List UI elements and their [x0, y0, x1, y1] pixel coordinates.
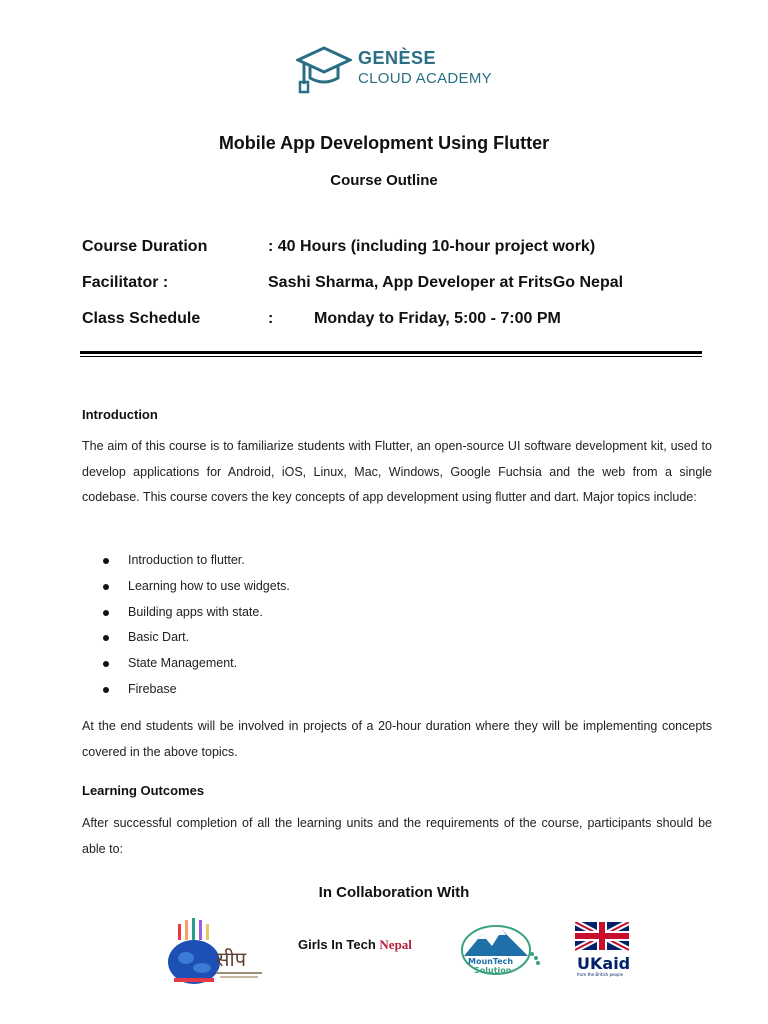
- bullet-icon: [103, 610, 109, 616]
- list-item: [82, 600, 290, 626]
- introduction-heading: Introduction: [82, 407, 158, 422]
- schedule-colon: :: [268, 310, 274, 327]
- list-item: [82, 677, 290, 703]
- solution-text: Solution: [474, 966, 512, 975]
- page-subtitle: Course Outline: [330, 172, 438, 189]
- nepal-text: Nepal: [379, 937, 412, 952]
- ukaid-logo: [575, 922, 629, 978]
- graduation-cap-icon: [296, 44, 352, 96]
- girls-in-tech-text: Girls In Tech: [298, 937, 376, 952]
- learning-outcomes-paragraph: After successful completion of all the learning units and the requirements of the course, participants should be able to:: [82, 816, 712, 856]
- mountech-solution-logo: [458, 924, 544, 976]
- facilitator-label: Facilitator :: [82, 274, 169, 291]
- seep-logo: [158, 918, 268, 990]
- topic-text: Learning how to use widgets.: [128, 578, 290, 593]
- list-item: [82, 625, 290, 651]
- schedule-value: Monday to Friday, 5:00 - 7:00 PM: [314, 310, 561, 327]
- facilitator-row: [82, 274, 702, 296]
- duration-value: : 40 Hours (including 10-hour project work): [268, 238, 596, 255]
- schedule-label: Class Schedule: [82, 310, 201, 327]
- ukaid-tagline: from the British people: [577, 972, 624, 977]
- girls-in-tech-nepal-logo: [298, 937, 428, 959]
- topic-text: Basic Dart.: [128, 630, 190, 645]
- duration-label: Course Duration: [82, 238, 208, 255]
- list-item: [82, 651, 290, 677]
- collaboration-heading: In Collaboration With: [318, 884, 470, 901]
- mountain-icon: [458, 924, 544, 976]
- ukaid-text: UKaid: [577, 954, 629, 973]
- section-divider: [80, 351, 702, 357]
- genese-cloud-academy-logo: [296, 44, 506, 96]
- bullet-icon: [103, 635, 109, 641]
- course-duration-row: [82, 238, 702, 260]
- topics-list: [82, 548, 290, 703]
- seep-text: सीप: [216, 947, 247, 971]
- brand-tagline: CLOUD ACADEMY: [358, 70, 492, 87]
- bullet-icon: [103, 687, 109, 693]
- topic-text: Building apps with state.: [128, 604, 263, 619]
- introduction-paragraph: The aim of this course is to familiarize students with Flutter, an open-source UI software development kit, used to develop applications for Android, iOS, Linux, Mac, Windows, Google Fuchsia and the web from a single codebase. This course covers the key concepts of app development using flutter and dart. Major topics include:: [82, 439, 712, 504]
- brain-globe-icon: [158, 918, 268, 990]
- list-item: [82, 548, 290, 574]
- mountech-text: MounTech: [468, 957, 514, 966]
- project-paragraph: At the end students will be involved in projects of a 20-hour duration where they will be implementing concepts covered in the above topics.: [82, 719, 712, 759]
- class-schedule-row: [82, 310, 702, 332]
- facilitator-value: Sashi Sharma, App Developer at FritsGo Nepal: [268, 274, 624, 291]
- union-jack-icon: [575, 922, 629, 978]
- bullet-icon: [103, 558, 109, 564]
- brand-name: GENÈSE: [358, 48, 437, 68]
- bullet-icon: [103, 661, 109, 667]
- learning-outcomes-heading: Learning Outcomes: [82, 783, 205, 798]
- page-title: Mobile App Development Using Flutter: [218, 133, 550, 153]
- topic-text: State Management.: [128, 656, 238, 671]
- list-item: [82, 574, 290, 600]
- bullet-icon: [103, 584, 109, 590]
- topic-text: Firebase: [128, 681, 177, 696]
- topic-text: Introduction to flutter.: [128, 553, 245, 567]
